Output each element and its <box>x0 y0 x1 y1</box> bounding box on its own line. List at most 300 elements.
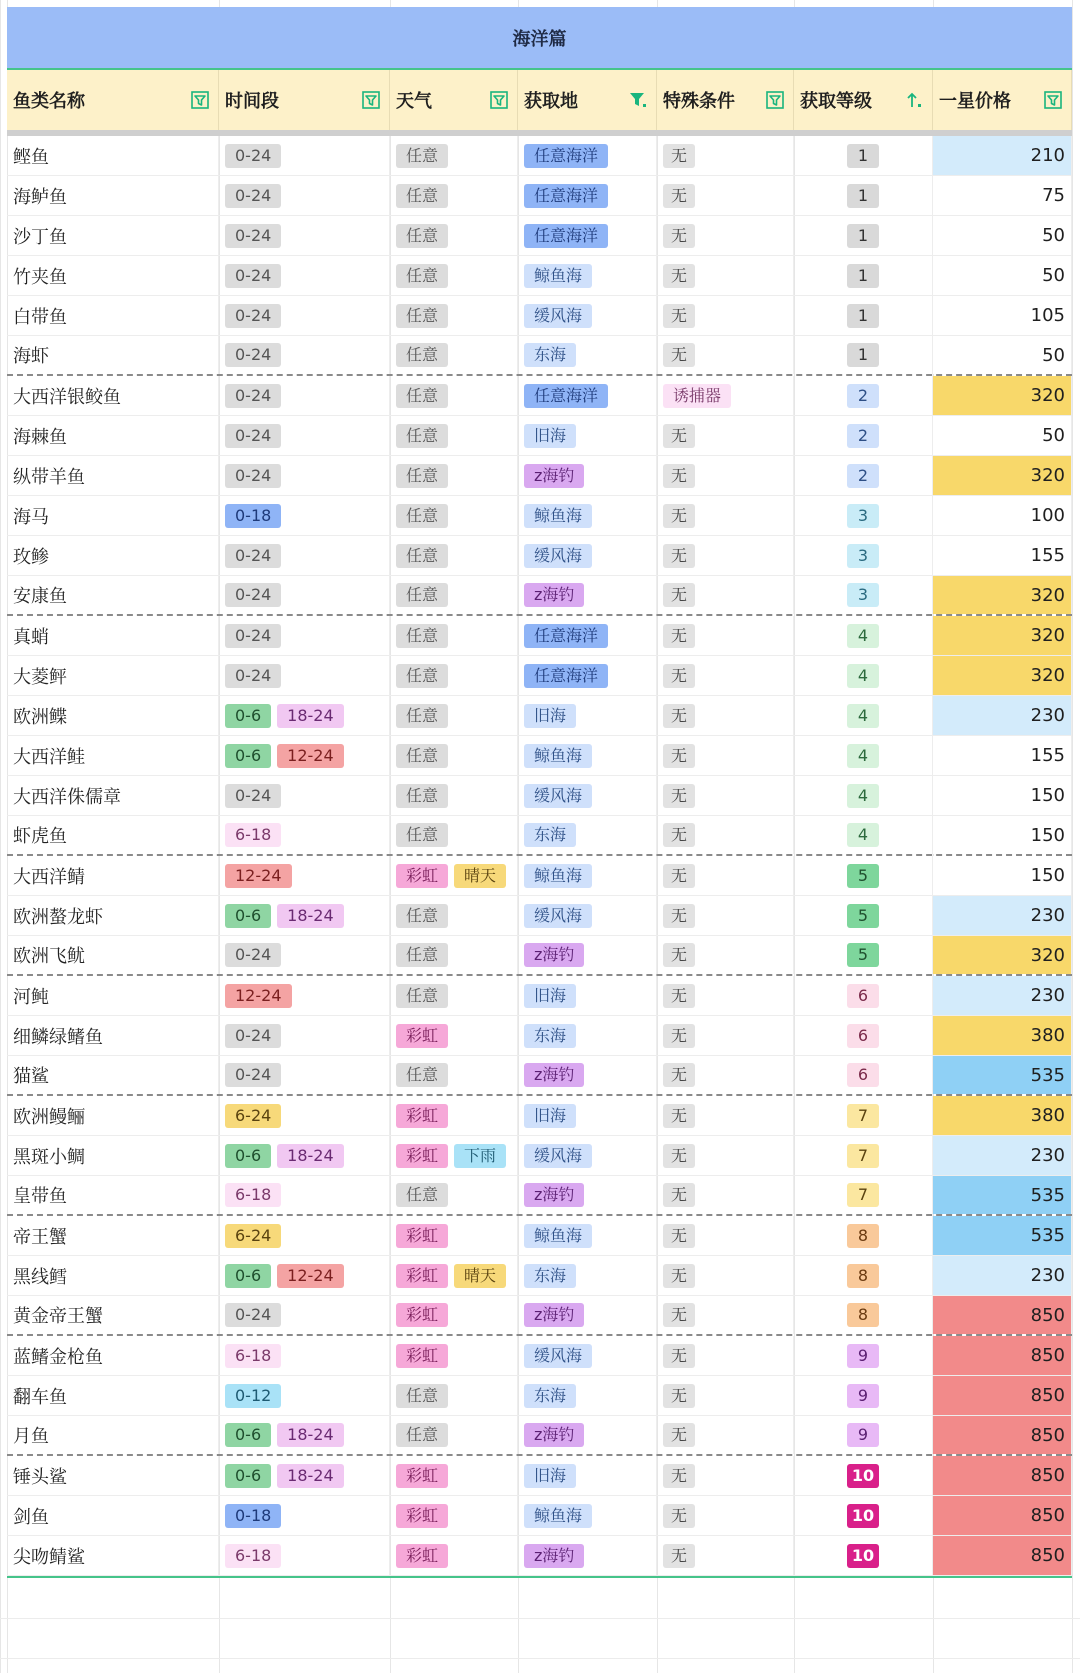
fish-name-cell[interactable] <box>7 256 219 295</box>
condition-cell[interactable] <box>657 296 794 335</box>
condition-cell[interactable] <box>657 1296 794 1334</box>
table-row[interactable] <box>7 536 1072 576</box>
condition-cell[interactable] <box>657 896 794 935</box>
location-cell[interactable] <box>518 616 657 655</box>
level-cell[interactable] <box>794 1456 933 1495</box>
weather-cell[interactable] <box>390 416 518 455</box>
level-cell[interactable] <box>794 136 933 175</box>
time-cell[interactable] <box>219 816 390 854</box>
location-cell[interactable] <box>518 736 657 775</box>
filter-active-icon[interactable] <box>628 90 648 110</box>
condition-cell[interactable] <box>657 496 794 535</box>
time-cell[interactable] <box>219 496 390 535</box>
condition-cell[interactable] <box>657 1016 794 1055</box>
level-cell[interactable] <box>794 696 933 735</box>
condition-cell[interactable] <box>657 1376 794 1415</box>
price-cell[interactable] <box>933 976 1072 1015</box>
fish-name-cell[interactable] <box>7 1296 219 1334</box>
weather-cell[interactable] <box>390 336 518 374</box>
location-cell[interactable] <box>518 1256 657 1295</box>
weather-cell[interactable] <box>390 1136 518 1175</box>
time-cell[interactable] <box>219 1096 390 1135</box>
time-cell[interactable] <box>219 456 390 495</box>
level-cell[interactable] <box>794 616 933 655</box>
fish-name-cell[interactable] <box>7 176 219 215</box>
fish-name-cell[interactable] <box>7 216 219 255</box>
price-cell[interactable] <box>933 616 1072 655</box>
filter-icon[interactable] <box>765 90 785 110</box>
fish-name-cell[interactable] <box>7 696 219 735</box>
location-cell[interactable] <box>518 696 657 735</box>
level-cell[interactable] <box>794 1336 933 1375</box>
table-row[interactable] <box>7 1096 1072 1136</box>
level-cell[interactable] <box>794 456 933 495</box>
fish-name-cell[interactable] <box>7 136 219 175</box>
fish-name-cell[interactable] <box>7 416 219 455</box>
price-cell[interactable] <box>933 376 1072 415</box>
table-row[interactable] <box>7 776 1072 816</box>
price-cell[interactable] <box>933 1376 1072 1415</box>
condition-cell[interactable] <box>657 1336 794 1375</box>
level-cell[interactable] <box>794 656 933 695</box>
fish-name-cell[interactable] <box>7 656 219 695</box>
level-cell[interactable] <box>794 1376 933 1415</box>
price-cell[interactable] <box>933 256 1072 295</box>
level-cell[interactable] <box>794 1016 933 1055</box>
table-row[interactable] <box>7 816 1072 856</box>
location-cell[interactable] <box>518 896 657 935</box>
level-cell[interactable] <box>794 896 933 935</box>
level-cell[interactable] <box>794 536 933 575</box>
weather-cell[interactable] <box>390 696 518 735</box>
header-level[interactable] <box>794 70 933 130</box>
weather-cell[interactable] <box>390 576 518 614</box>
fish-name-cell[interactable] <box>7 496 219 535</box>
header-time[interactable] <box>219 70 390 130</box>
location-cell[interactable] <box>518 256 657 295</box>
weather-cell[interactable] <box>390 1536 518 1575</box>
price-cell[interactable] <box>933 1416 1072 1454</box>
table-row[interactable] <box>7 1496 1072 1536</box>
level-cell[interactable] <box>794 296 933 335</box>
fish-name-cell[interactable] <box>7 1056 219 1094</box>
time-cell[interactable] <box>219 776 390 815</box>
weather-cell[interactable] <box>390 1056 518 1094</box>
weather-cell[interactable] <box>390 656 518 695</box>
weather-cell[interactable] <box>390 856 518 895</box>
level-cell[interactable] <box>794 736 933 775</box>
level-cell[interactable] <box>794 1296 933 1334</box>
table-row[interactable] <box>7 336 1072 376</box>
table-row[interactable] <box>7 1216 1072 1256</box>
price-cell[interactable] <box>933 816 1072 854</box>
price-cell[interactable] <box>933 736 1072 775</box>
time-cell[interactable] <box>219 416 390 455</box>
location-cell[interactable] <box>518 296 657 335</box>
time-cell[interactable] <box>219 136 390 175</box>
location-cell[interactable] <box>518 176 657 215</box>
location-cell[interactable] <box>518 1056 657 1094</box>
condition-cell[interactable] <box>657 856 794 895</box>
filter-icon[interactable] <box>1043 90 1063 110</box>
condition-cell[interactable] <box>657 336 794 374</box>
price-cell[interactable] <box>933 1216 1072 1255</box>
table-row[interactable] <box>7 216 1072 256</box>
table-row[interactable] <box>7 1176 1072 1216</box>
weather-cell[interactable] <box>390 536 518 575</box>
fish-name-cell[interactable] <box>7 736 219 775</box>
table-row[interactable] <box>7 1016 1072 1056</box>
location-cell[interactable] <box>518 1416 657 1454</box>
weather-cell[interactable] <box>390 1016 518 1055</box>
condition-cell[interactable] <box>657 696 794 735</box>
weather-cell[interactable] <box>390 136 518 175</box>
table-row[interactable] <box>7 1456 1072 1496</box>
fish-name-cell[interactable] <box>7 1016 219 1055</box>
header-weather[interactable] <box>390 70 518 130</box>
table-row[interactable] <box>7 1296 1072 1336</box>
price-cell[interactable] <box>933 896 1072 935</box>
time-cell[interactable] <box>219 336 390 374</box>
price-cell[interactable] <box>933 1456 1072 1495</box>
weather-cell[interactable] <box>390 776 518 815</box>
fish-name-cell[interactable] <box>7 1336 219 1375</box>
condition-cell[interactable] <box>657 1456 794 1495</box>
level-cell[interactable] <box>794 216 933 255</box>
weather-cell[interactable] <box>390 176 518 215</box>
level-cell[interactable] <box>794 1416 933 1454</box>
level-cell[interactable] <box>794 1136 933 1175</box>
level-cell[interactable] <box>794 1056 933 1094</box>
price-cell[interactable] <box>933 696 1072 735</box>
weather-cell[interactable] <box>390 1496 518 1535</box>
time-cell[interactable] <box>219 1536 390 1575</box>
condition-cell[interactable] <box>657 136 794 175</box>
weather-cell[interactable] <box>390 256 518 295</box>
weather-cell[interactable] <box>390 1296 518 1334</box>
condition-cell[interactable] <box>657 616 794 655</box>
location-cell[interactable] <box>518 416 657 455</box>
table-row[interactable] <box>7 1256 1072 1296</box>
condition-cell[interactable] <box>657 176 794 215</box>
time-cell[interactable] <box>219 856 390 895</box>
table-row[interactable] <box>7 456 1072 496</box>
time-cell[interactable] <box>219 936 390 974</box>
table-row[interactable] <box>7 976 1072 1016</box>
time-cell[interactable] <box>219 1176 390 1214</box>
time-cell[interactable] <box>219 1456 390 1495</box>
table-row[interactable] <box>7 376 1072 416</box>
time-cell[interactable] <box>219 1136 390 1175</box>
location-cell[interactable] <box>518 1136 657 1175</box>
level-cell[interactable] <box>794 856 933 895</box>
table-row[interactable] <box>7 1376 1072 1416</box>
weather-cell[interactable] <box>390 1216 518 1255</box>
weather-cell[interactable] <box>390 1336 518 1375</box>
time-cell[interactable] <box>219 1376 390 1415</box>
fish-name-cell[interactable] <box>7 1096 219 1135</box>
table-row[interactable] <box>7 296 1072 336</box>
level-cell[interactable] <box>794 1536 933 1575</box>
price-cell[interactable] <box>933 1056 1072 1094</box>
weather-cell[interactable] <box>390 1456 518 1495</box>
condition-cell[interactable] <box>657 776 794 815</box>
table-row[interactable] <box>7 696 1072 736</box>
price-cell[interactable] <box>933 1096 1072 1135</box>
price-cell[interactable] <box>933 776 1072 815</box>
condition-cell[interactable] <box>657 1096 794 1135</box>
price-cell[interactable] <box>933 336 1072 374</box>
level-cell[interactable] <box>794 936 933 974</box>
level-cell[interactable] <box>794 976 933 1015</box>
location-cell[interactable] <box>518 1376 657 1415</box>
weather-cell[interactable] <box>390 896 518 935</box>
weather-cell[interactable] <box>390 816 518 854</box>
fish-name-cell[interactable] <box>7 376 219 415</box>
fish-name-cell[interactable] <box>7 536 219 575</box>
level-cell[interactable] <box>794 416 933 455</box>
fish-name-cell[interactable] <box>7 1416 219 1454</box>
location-cell[interactable] <box>518 976 657 1015</box>
location-cell[interactable] <box>518 776 657 815</box>
level-cell[interactable] <box>794 1496 933 1535</box>
price-cell[interactable] <box>933 1136 1072 1175</box>
location-cell[interactable] <box>518 656 657 695</box>
price-cell[interactable] <box>933 456 1072 495</box>
fish-name-cell[interactable] <box>7 296 219 335</box>
location-cell[interactable] <box>518 1496 657 1535</box>
level-cell[interactable] <box>794 176 933 215</box>
location-cell[interactable] <box>518 136 657 175</box>
filter-icon[interactable] <box>361 90 381 110</box>
level-cell[interactable] <box>794 1176 933 1214</box>
location-cell[interactable] <box>518 1176 657 1214</box>
condition-cell[interactable] <box>657 456 794 495</box>
fish-name-cell[interactable] <box>7 1536 219 1575</box>
price-cell[interactable] <box>933 1296 1072 1334</box>
table-row[interactable] <box>7 896 1072 936</box>
weather-cell[interactable] <box>390 976 518 1015</box>
time-cell[interactable] <box>219 576 390 614</box>
sort-asc-icon[interactable] <box>904 90 924 110</box>
time-cell[interactable] <box>219 1416 390 1454</box>
condition-cell[interactable] <box>657 1136 794 1175</box>
fish-name-cell[interactable] <box>7 1376 219 1415</box>
time-cell[interactable] <box>219 656 390 695</box>
location-cell[interactable] <box>518 1216 657 1255</box>
weather-cell[interactable] <box>390 1416 518 1454</box>
price-cell[interactable] <box>933 576 1072 614</box>
level-cell[interactable] <box>794 256 933 295</box>
condition-cell[interactable] <box>657 216 794 255</box>
time-cell[interactable] <box>219 896 390 935</box>
table-row[interactable] <box>7 656 1072 696</box>
location-cell[interactable] <box>518 576 657 614</box>
condition-cell[interactable] <box>657 1056 794 1094</box>
fish-name-cell[interactable] <box>7 1256 219 1295</box>
fish-name-cell[interactable] <box>7 936 219 974</box>
header-location[interactable] <box>518 70 657 130</box>
location-cell[interactable] <box>518 216 657 255</box>
level-cell[interactable] <box>794 1256 933 1295</box>
condition-cell[interactable] <box>657 736 794 775</box>
condition-cell[interactable] <box>657 416 794 455</box>
price-cell[interactable] <box>933 1016 1072 1055</box>
weather-cell[interactable] <box>390 616 518 655</box>
condition-cell[interactable] <box>657 656 794 695</box>
time-cell[interactable] <box>219 1496 390 1535</box>
fish-name-cell[interactable] <box>7 1496 219 1535</box>
time-cell[interactable] <box>219 1336 390 1375</box>
condition-cell[interactable] <box>657 816 794 854</box>
time-cell[interactable] <box>219 1016 390 1055</box>
condition-cell[interactable] <box>657 936 794 974</box>
table-row[interactable] <box>7 576 1072 616</box>
location-cell[interactable] <box>518 936 657 974</box>
condition-cell[interactable] <box>657 1216 794 1255</box>
weather-cell[interactable] <box>390 1176 518 1214</box>
price-cell[interactable] <box>933 296 1072 335</box>
time-cell[interactable] <box>219 536 390 575</box>
time-cell[interactable] <box>219 216 390 255</box>
condition-cell[interactable] <box>657 256 794 295</box>
fish-name-cell[interactable] <box>7 856 219 895</box>
time-cell[interactable] <box>219 376 390 415</box>
fish-name-cell[interactable] <box>7 336 219 374</box>
table-row[interactable] <box>7 416 1072 456</box>
fish-name-cell[interactable] <box>7 776 219 815</box>
location-cell[interactable] <box>518 536 657 575</box>
fish-name-cell[interactable] <box>7 1136 219 1175</box>
price-cell[interactable] <box>933 416 1072 455</box>
condition-cell[interactable] <box>657 576 794 614</box>
price-cell[interactable] <box>933 536 1072 575</box>
price-cell[interactable] <box>933 136 1072 175</box>
condition-cell[interactable] <box>657 1256 794 1295</box>
price-cell[interactable] <box>933 1336 1072 1375</box>
condition-cell[interactable] <box>657 1496 794 1535</box>
time-cell[interactable] <box>219 256 390 295</box>
weather-cell[interactable] <box>390 1376 518 1415</box>
condition-cell[interactable] <box>657 1536 794 1575</box>
table-row[interactable] <box>7 1136 1072 1176</box>
fish-name-cell[interactable] <box>7 816 219 854</box>
table-row[interactable] <box>7 616 1072 656</box>
price-cell[interactable] <box>933 1536 1072 1575</box>
level-cell[interactable] <box>794 1216 933 1255</box>
time-cell[interactable] <box>219 1216 390 1255</box>
price-cell[interactable] <box>933 1176 1072 1214</box>
price-cell[interactable] <box>933 496 1072 535</box>
table-row[interactable] <box>7 1416 1072 1456</box>
time-cell[interactable] <box>219 1256 390 1295</box>
table-row[interactable] <box>7 496 1072 536</box>
table-row[interactable] <box>7 136 1072 176</box>
price-cell[interactable] <box>933 936 1072 974</box>
level-cell[interactable] <box>794 336 933 374</box>
location-cell[interactable] <box>518 1336 657 1375</box>
location-cell[interactable] <box>518 456 657 495</box>
condition-cell[interactable] <box>657 376 794 415</box>
location-cell[interactable] <box>518 816 657 854</box>
fish-name-cell[interactable] <box>7 896 219 935</box>
header-price[interactable] <box>933 70 1072 130</box>
fish-name-cell[interactable] <box>7 456 219 495</box>
table-row[interactable] <box>7 256 1072 296</box>
weather-cell[interactable] <box>390 456 518 495</box>
condition-cell[interactable] <box>657 1176 794 1214</box>
location-cell[interactable] <box>518 1016 657 1055</box>
location-cell[interactable] <box>518 1456 657 1495</box>
time-cell[interactable] <box>219 1056 390 1094</box>
level-cell[interactable] <box>794 776 933 815</box>
location-cell[interactable] <box>518 1296 657 1334</box>
fish-name-cell[interactable] <box>7 1456 219 1495</box>
location-cell[interactable] <box>518 1536 657 1575</box>
weather-cell[interactable] <box>390 376 518 415</box>
table-row[interactable] <box>7 856 1072 896</box>
filter-icon[interactable] <box>489 90 509 110</box>
time-cell[interactable] <box>219 176 390 215</box>
weather-cell[interactable] <box>390 1256 518 1295</box>
level-cell[interactable] <box>794 1096 933 1135</box>
fish-name-cell[interactable] <box>7 1216 219 1255</box>
fish-name-cell[interactable] <box>7 1176 219 1214</box>
time-cell[interactable] <box>219 976 390 1015</box>
price-cell[interactable] <box>933 1496 1072 1535</box>
table-row[interactable] <box>7 936 1072 976</box>
location-cell[interactable] <box>518 336 657 374</box>
level-cell[interactable] <box>794 816 933 854</box>
price-cell[interactable] <box>933 176 1072 215</box>
level-cell[interactable] <box>794 496 933 535</box>
location-cell[interactable] <box>518 1096 657 1135</box>
condition-cell[interactable] <box>657 1416 794 1454</box>
location-cell[interactable] <box>518 496 657 535</box>
price-cell[interactable] <box>933 1256 1072 1295</box>
price-cell[interactable] <box>933 656 1072 695</box>
level-cell[interactable] <box>794 576 933 614</box>
time-cell[interactable] <box>219 296 390 335</box>
level-cell[interactable] <box>794 376 933 415</box>
filter-icon[interactable] <box>190 90 210 110</box>
weather-cell[interactable] <box>390 736 518 775</box>
time-cell[interactable] <box>219 1296 390 1334</box>
condition-cell[interactable] <box>657 536 794 575</box>
weather-cell[interactable] <box>390 936 518 974</box>
weather-cell[interactable] <box>390 296 518 335</box>
weather-cell[interactable] <box>390 496 518 535</box>
table-row[interactable] <box>7 1056 1072 1096</box>
price-cell[interactable] <box>933 216 1072 255</box>
time-cell[interactable] <box>219 736 390 775</box>
header-special-condition[interactable] <box>657 70 794 130</box>
table-row[interactable] <box>7 1536 1072 1576</box>
table-row[interactable] <box>7 1336 1072 1376</box>
time-cell[interactable] <box>219 616 390 655</box>
location-cell[interactable] <box>518 856 657 895</box>
weather-cell[interactable] <box>390 216 518 255</box>
fish-name-cell[interactable] <box>7 616 219 655</box>
price-cell[interactable] <box>933 856 1072 895</box>
fish-name-cell[interactable] <box>7 576 219 614</box>
weather-cell[interactable] <box>390 1096 518 1135</box>
header-fish-name[interactable] <box>7 70 219 130</box>
table-row[interactable] <box>7 176 1072 216</box>
table-row[interactable] <box>7 736 1072 776</box>
condition-cell[interactable] <box>657 976 794 1015</box>
time-cell[interactable] <box>219 696 390 735</box>
